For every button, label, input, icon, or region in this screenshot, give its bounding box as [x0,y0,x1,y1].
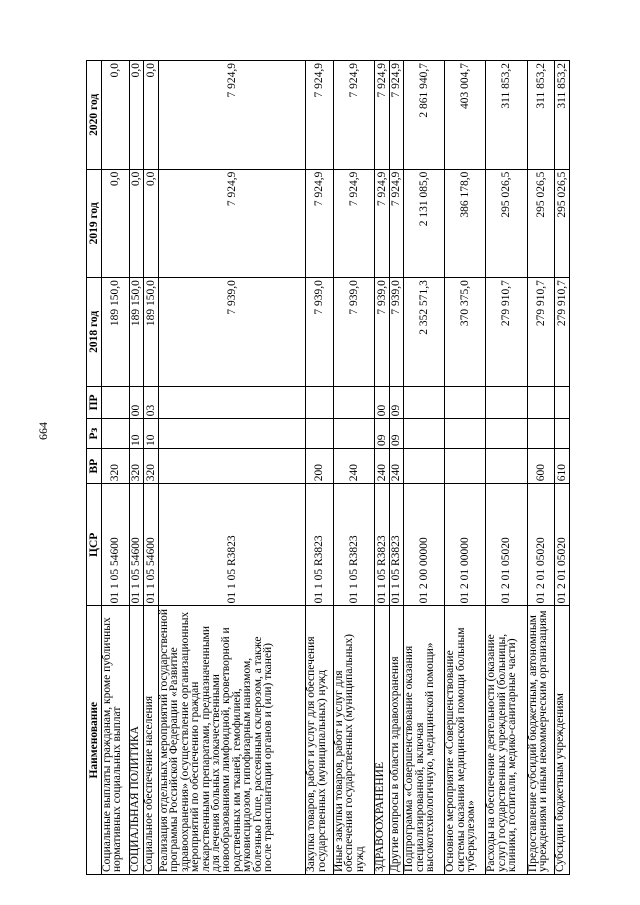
cell-2018: 7 939,0 [306,278,334,387]
header-2020: 2020 год [87,61,102,170]
cell-2018: 279 910,7 [486,278,527,387]
cell-2020: 7 924,9 [389,61,404,170]
cell-2019: 7 924,9 [389,169,404,278]
cell-name: Социальное обеспечение населения [144,606,159,875]
table-row [144,61,159,875]
cell-name: Социальные выплаты гражданам, кроме публичных нормативных социальных выплат [102,606,130,875]
cell-vr [404,449,445,484]
header-2019: 2019 год [87,169,102,278]
cell-2019: 2 131 085,0 [404,169,445,278]
table-row [486,61,527,875]
table-row [527,61,555,875]
cell-vr: 200 [306,449,334,484]
cell-vr: 240 [375,449,390,484]
cell-2019: 295 026,5 [486,169,527,278]
cell-pr [404,386,445,419]
table-row [404,61,445,875]
cell-vr [486,449,527,484]
cell-rz [555,419,570,449]
cell-pr: 00 [129,386,144,419]
cell-csr: 01 1 05 R3823 [375,484,390,606]
cell-rz [334,419,375,449]
cell-2018: 370 375,0 [445,278,486,387]
cell-2018: 279 910,7 [555,278,570,387]
cell-csr: 01 1 05 54600 [129,484,144,606]
cell-csr: 01 1 05 R3823 [306,484,334,606]
cell-name: Реализация отдельных мероприятий государственной программы Российской Федерации «Развитие здравоохранения» (осуществление организационных мероприятий по обеспечению граждан лекарственными препаратами, предназначенными для лечения больных злокачественными новообразованиями лимфоидной, кроветворной и родственных им тканей, гемофилией, муковисцидозом, гипофизарным нанизмом, болезнью Гоше, рассеянным склерозом, а также после трансплантации органов и (или) тканей) [158,606,305,875]
cell-2019: 7 924,9 [375,169,390,278]
cell-2018: 7 939,0 [158,278,305,387]
cell-csr: 01 1 05 R3823 [389,484,404,606]
cell-name: Иные закупки товаров, работ и услуг для обеспечения государственных (муниципальных) нужд [334,606,375,875]
budget-table [86,60,570,875]
cell-2020: 7 924,9 [375,61,390,170]
cell-vr: 240 [334,449,375,484]
cell-2018: 7 939,0 [334,278,375,387]
cell-csr: 01 1 05 R3823 [158,484,305,606]
cell-2019: 295 026,5 [555,169,570,278]
cell-name: Основное мероприятие «Совершенствование системы оказания медицинской помощи больным туберкулезом» [445,606,486,875]
cell-csr: 01 2 00 00000 [404,484,445,606]
header-name: Наименование [87,606,102,875]
cell-pr [158,386,305,419]
cell-2018: 279 910,7 [527,278,555,387]
cell-name: Расходы на обеспечение деятельности (оказание услуг) государственных учреждений (больницы, клиники, госпитали, медико-санитарные части) [486,606,527,875]
cell-csr: 01 2 01 00000 [445,484,486,606]
cell-2020: 0,0 [129,61,144,170]
cell-2020: 311 853,2 [527,61,555,170]
cell-name: Предоставление субсидий бюджетным, автономным учреждениям и иным некоммерческим организациям [527,606,555,875]
cell-pr [527,386,555,419]
cell-2018: 189 150,0 [144,278,159,387]
cell-2020: 311 853,2 [486,61,527,170]
cell-vr: 320 [129,449,144,484]
cell-csr: 01 2 01 05020 [555,484,570,606]
cell-rz [158,419,305,449]
cell-rz [102,419,130,449]
table-row [445,61,486,875]
table-row [375,61,390,875]
cell-rz [445,419,486,449]
cell-rz [306,419,334,449]
cell-vr: 610 [555,449,570,484]
table-row [306,61,334,875]
cell-2020: 0,0 [144,61,159,170]
cell-2019: 7 924,9 [334,169,375,278]
cell-csr: 01 2 01 05020 [527,484,555,606]
cell-pr [102,386,130,419]
header-rz: Рз [87,419,102,449]
cell-name: Подпрограмма «Совершенствование оказания специализированной, включая высокотехнологичную, медицинской помощи» [404,606,445,875]
table-row [389,61,404,875]
page-number: 664 [36,422,50,440]
cell-vr: 320 [102,449,130,484]
cell-name: ЗДРАВООХРАНЕНИЕ [375,606,390,875]
cell-name: Другие вопросы в области здравоохранения [389,606,404,875]
cell-2019: 295 026,5 [527,169,555,278]
cell-rz: 10 [129,419,144,449]
cell-name: СОЦИАЛЬНАЯ ПОЛИТИКА [129,606,144,875]
cell-pr [306,386,334,419]
cell-2018: 2 352 571,3 [404,278,445,387]
header-2018: 2018 год [87,278,102,387]
cell-rz [404,419,445,449]
table-row [102,61,130,875]
cell-rz: 10 [144,419,159,449]
cell-2020: 7 924,9 [306,61,334,170]
table-row [158,61,305,875]
table-row [129,61,144,875]
cell-pr [445,386,486,419]
cell-2019: 0,0 [144,169,159,278]
cell-vr: 600 [527,449,555,484]
cell-vr [445,449,486,484]
cell-rz [486,419,527,449]
cell-csr: 01 2 01 05020 [486,484,527,606]
cell-pr [334,386,375,419]
cell-pr [555,386,570,419]
cell-2018: 7 939,0 [375,278,390,387]
cell-2020: 403 004,7 [445,61,486,170]
cell-2019: 7 924,9 [158,169,305,278]
cell-2019: 0,0 [129,169,144,278]
cell-rz: 09 [389,419,404,449]
header-pr: ПР [87,386,102,419]
cell-2020: 7 924,9 [334,61,375,170]
cell-2020: 0,0 [102,61,130,170]
cell-vr: 320 [144,449,159,484]
table-row [555,61,570,875]
cell-csr: 01 1 05 54600 [102,484,130,606]
cell-vr: 240 [389,449,404,484]
cell-csr: 01 1 05 54600 [144,484,159,606]
cell-pr: 03 [144,386,159,419]
cell-2018: 189 150,0 [129,278,144,387]
cell-vr [158,449,305,484]
cell-2019: 7 924,9 [306,169,334,278]
cell-name: Закупка товаров, работ и услуг для обеспечения государственных (муниципальных) нужд [306,606,334,875]
cell-2019: 386 178,0 [445,169,486,278]
cell-2018: 189 150,0 [102,278,130,387]
cell-pr [486,386,527,419]
header-vr: ВР [87,449,102,484]
cell-csr: 01 1 05 R3823 [334,484,375,606]
table-header-row [87,61,102,875]
cell-pr: 09 [389,386,404,419]
cell-2019: 0,0 [102,169,130,278]
table-row [334,61,375,875]
cell-2018: 7 939,0 [389,278,404,387]
cell-2020: 7 924,9 [158,61,305,170]
header-csr: ЦСР [87,484,102,606]
cell-name: Субсидии бюджетным учреждениям [555,606,570,875]
cell-2020: 311 853,2 [555,61,570,170]
cell-2020: 2 861 940,7 [404,61,445,170]
budget-table-rotated [86,60,570,875]
cell-pr: 00 [375,386,390,419]
cell-rz [527,419,555,449]
cell-rz: 09 [375,419,390,449]
